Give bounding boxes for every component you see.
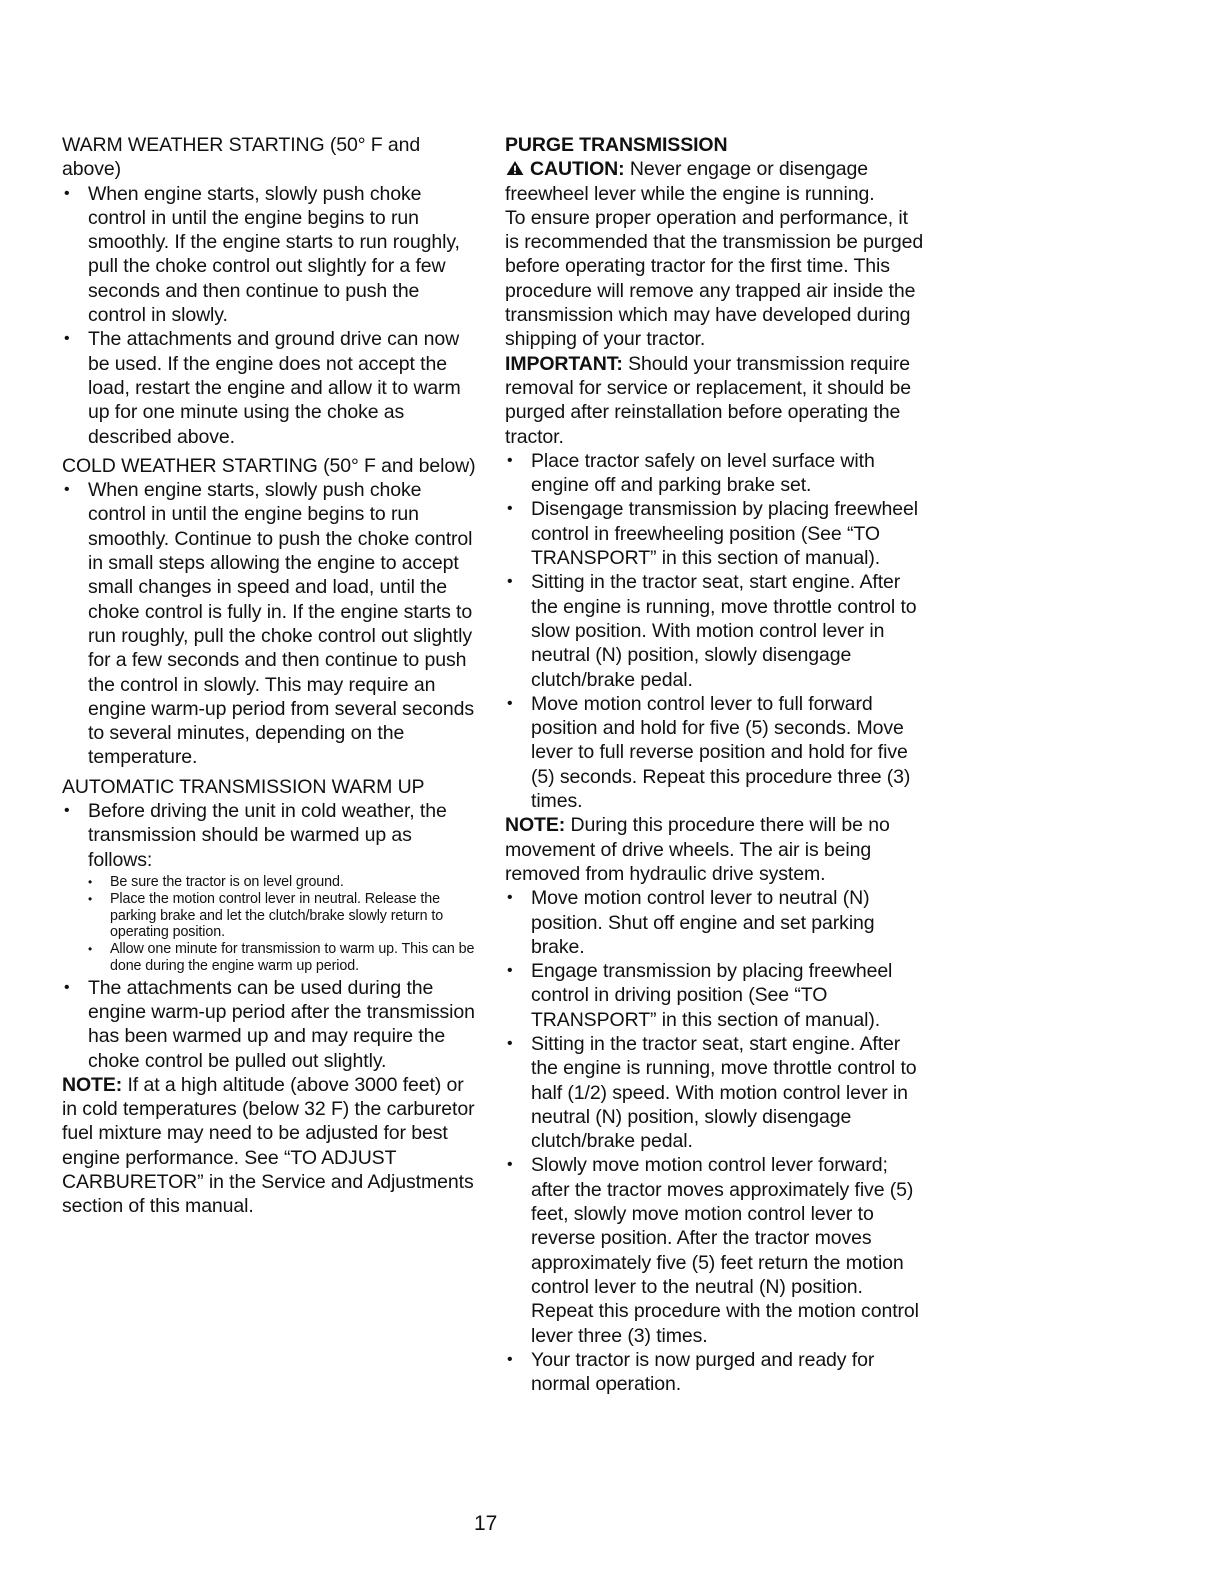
list-item: • The attachments and ground drive can now be used. If the engine does not accept the load, restart the engine and allow it to warm up for one minute using the choke as described above. bbox=[62, 327, 480, 448]
list-item: • Engage transmission by placing freewheel control in driving position (See “TO TRANSPORT” in this section of manual). bbox=[505, 959, 925, 1032]
list-item: • Place tractor safely on level surface with engine off and parking brake set. bbox=[505, 449, 925, 498]
list-item: • Move motion control lever to neutral (N) position. Shut off engine and set parking brake. bbox=[505, 886, 925, 959]
important-notice bbox=[505, 352, 925, 449]
list-item bbox=[62, 799, 480, 975]
list-item: • Disengage transmission by placing freewheel control in freewheeling position (See “TO TRANSPORT” in this section of manual). bbox=[505, 497, 925, 570]
sub-list-item: • Place the motion control lever in neutral. Release the parking brake and let the clutch/brake slowly return to operating position. bbox=[88, 891, 480, 941]
left-column bbox=[62, 133, 480, 1219]
purge-heading: PURGE TRANSMISSION bbox=[505, 134, 728, 156]
list-item: • Your tractor is now purged and ready for normal operation. bbox=[505, 1348, 925, 1397]
note-label: NOTE: bbox=[62, 1073, 123, 1096]
sub-list-item: • Be sure the tractor is on level ground. bbox=[88, 874, 480, 891]
sub-list-item: • Allow one minute for transmission to warm up. This can be done during the engine warm up period. bbox=[88, 941, 480, 975]
list-item: • Sitting in the tractor seat, start engine. After the engine is running, move throttle control to slow position. With motion control lever in neutral (N) position, slowly disengage clutch/brake pedal. bbox=[505, 570, 925, 691]
cold-weather-list bbox=[62, 478, 480, 770]
cold-weather-heading: COLD WEATHER STARTING (50° F and below) bbox=[62, 454, 476, 477]
page-number: 17 bbox=[474, 1512, 498, 1535]
warm-weather-heading: WARM WEATHER STARTING (50° F and above) bbox=[62, 134, 421, 181]
list-item: • When engine starts, slowly push choke control in until the engine begins to run smoothly. If the engine starts to run roughly, pull the choke control out slightly for a few seconds and then continue to push the control in slowly. bbox=[62, 182, 480, 328]
important-label: IMPORTANT: bbox=[505, 352, 623, 375]
important-text: Should your transmission require removal for service or replacement, it should be purged after reinstallation before operating the tractor. bbox=[505, 352, 911, 448]
list-item: • When engine starts, slowly push choke control in until the engine begins to run smoothly. Continue to push the choke control in small steps allowing the engine to accept small changes in speed and load, until the choke control is fully in. If the engine starts to run roughly, pull the choke control out slightly for a few seconds and then continue to push the control in slowly. This may require an engine warm-up period from several seconds to several minutes, depending on the temperature. bbox=[62, 478, 480, 770]
list-item: • Slowly move motion control lever forward; after the tractor moves approximately five (5) feet, slowly move motion control lever to reverse position. After the tractor moves approximately five (5) feet return the motion control lever to the neutral (N) position. Repeat this procedure with the motion control lever three (3) times. bbox=[505, 1153, 925, 1347]
caution-text: Never engage or disengage freewheel lever while the engine is running. bbox=[505, 158, 875, 205]
auto-transmission-list bbox=[62, 799, 480, 1073]
purge-steps-list bbox=[505, 449, 925, 813]
purge-steps-list-continued bbox=[505, 886, 925, 1396]
caution-notice bbox=[505, 157, 925, 206]
warm-weather-list bbox=[62, 182, 480, 449]
warm-up-sub-list bbox=[88, 874, 480, 975]
warning-triangle-icon bbox=[505, 160, 525, 176]
auto-transmission-heading: AUTOMATIC TRANSMISSION WARM UP bbox=[62, 775, 425, 798]
caution-label: CAUTION: bbox=[530, 158, 625, 181]
note-text: If at a high altitude (above 3000 feet) or in cold temperatures (below 32 F) the carburetor fuel mixture may need to be adjusted for best engine performance. See “TO ADJUST CARBURETOR” in the Service and Adjustments section of this manual. bbox=[62, 1073, 475, 1218]
drive-wheels-note bbox=[505, 813, 925, 886]
right-column bbox=[505, 133, 925, 1396]
purge-intro: To ensure proper operation and performance, it is recommended that the transmission be purged before operating tractor for the first time. This procedure will remove any trapped air inside the transmission which may have developed during shipping of your tractor. bbox=[505, 206, 924, 351]
list-item: • Sitting in the tractor seat, start engine. After the engine is running, move throttle control to half (1/2) speed. With motion control lever in neutral (N) position, slowly disengage clutch/brake pedal. bbox=[505, 1032, 925, 1153]
list-item: • Move motion control lever to full forward position and hold for five (5) seconds. Move lever to full reverse position and hold for five (5) seconds. Repeat this procedure three (3) times. bbox=[505, 692, 925, 813]
list-item-text: Before driving the unit in cold weather, the transmission should be warmed up as follows: bbox=[88, 800, 447, 871]
note-text: During this procedure there will be no movement of drive wheels. The air is being removed from hydraulic drive system. bbox=[505, 814, 890, 885]
list-item: • The attachments can be used during the engine warm-up period after the transmission has been warmed up and may require the choke control be pulled out slightly. bbox=[62, 976, 480, 1073]
note-label: NOTE: bbox=[505, 814, 566, 837]
altitude-note bbox=[62, 1073, 480, 1219]
